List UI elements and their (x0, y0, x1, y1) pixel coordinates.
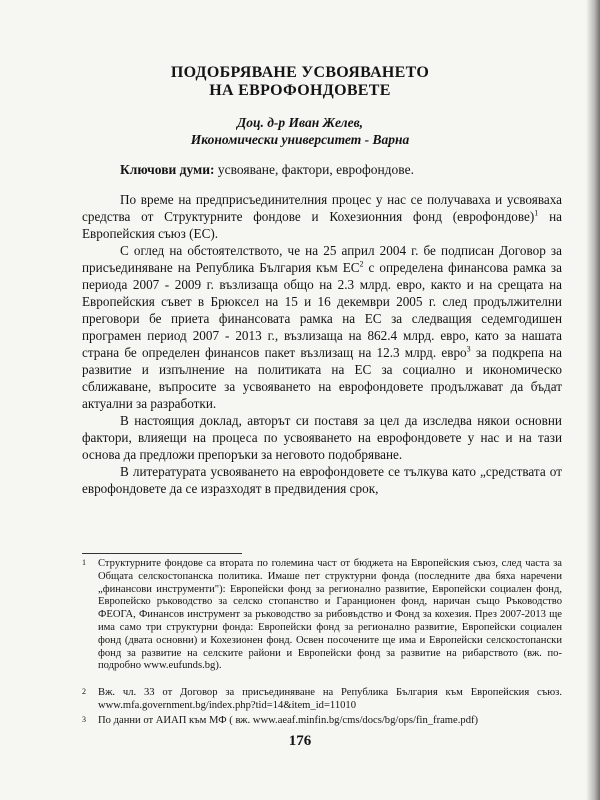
footnote-2-number: 2 (82, 687, 86, 696)
article-title-line-2: НА ЕВРОФОНДОВЕТЕ (209, 82, 391, 99)
footnote-ref-2: 2 (359, 259, 364, 269)
footnote-1-number: 1 (82, 558, 86, 567)
keywords-line (120, 161, 560, 178)
keywords-text: усвояване, фактори, еврофондове. (214, 162, 414, 177)
paragraph-2 (82, 242, 562, 412)
author-affiliation: Икономически университет - Варна (190, 132, 410, 147)
paragraph-2-text-end: за подкрепа на развитие и изпълнение на политиката на ЕС за социално и икономическо сближаване, въпросите за усвояването на еврофондовете продължават да бъдат актуални за разработки. (82, 345, 562, 411)
paragraph-4: В литературата усвояването на еврофондовете се тълкува като „средствата от еврофондовете да се изразходят в предвидения срок, (82, 464, 562, 496)
footnote-separator (82, 553, 242, 554)
keywords-label: Ключови думи: (120, 162, 215, 177)
footnote-3 (82, 715, 562, 728)
footnote-3-number: 3 (82, 715, 86, 724)
paragraph-1-text-end: на Европейския съюз (ЕС). (82, 209, 562, 241)
article-title-line-1: ПОДОБРЯВАНЕ УСВОЯВАНЕТО (170, 64, 430, 81)
paragraph-1 (82, 191, 562, 242)
article-body (82, 191, 562, 497)
paragraph-1-text: По време на предприсъединителния процес у нас се получаваха и усвояваха средства от Структурните фондове и Кохезионния фонд (еврофондове) (82, 192, 562, 224)
footnotes (82, 558, 562, 728)
footnote-1 (82, 558, 562, 687)
page-number: 176 (288, 733, 312, 749)
author-name: Доц. д-р Иван Желев, (237, 115, 363, 130)
footnote-2 (82, 687, 562, 715)
paragraph-2-text-mid: с определена финансова рамка за периода 2007 - 2009 г. възлизаща общо на 2.3 млрд. евро, както и на срещата на Европейския съвет в Брюксел на 15 и 16 декември 2005 г. след продължителни преговори бе приета финансовата рамка на ЕС за следващия седемгодишен програмен период 2007 - 2013 г., възлизаща на 862.4 млрд. евро, като за нашата страна бе определен финансов пакет възлизащ на 12.3 млрд. евро (82, 260, 562, 360)
footnote-ref-1: 1 (534, 208, 539, 218)
paragraph-3: В настоящия доклад, авторът си поставя за цел да изследва някои основни фактори, влияещи на процеса по усвояването на еврофондовете у нас и на тази основа да предложи препоръки за неговото подобряване. (82, 413, 562, 462)
footnote-2-text: Вж. чл. 33 от Договор за присъединяване на Република България към Европейския съюз. www.mfa.government.bg/index.php?tid=14&item_id=11010 (98, 687, 562, 711)
footnote-3-text: По данни от АИАП към МФ ( вж. www.aeaf.minfin.bg/cms/docs/bg/ops/fin_frame.pdf) (98, 715, 479, 726)
paragraph-2-text: С оглед на обстоятелството, че на 25 април 2004 г. бе подписан Договор за присъединяване на Република България към ЕС (82, 243, 562, 275)
footnote-ref-3: 3 (466, 344, 471, 354)
footnote-1-text: Структурните фондове са втората по големина част от бюджета на Европейския съюз, след часта за Общата селскостопанска политика. Имаше пет структурни фонда (последните два бяха наречени „финансови инструменти"): Европейски фонд за регионално развитие, Европейски социален фонд, Европейско ръководство за селско стопанство и Гаранционен фонд, наричан също Ръководство ФЕОГА, Финансов инструмент за ръководство за рибовъдство и Фонд за кохезия. През 2007-2013 ще има само три структурни фонда: Европейски фонд за регионално развитие, Европейски социален фонд (двата основни) и Кохезионен фонд. Освен посочените ще има и Европейски селскостопански фонд за развитие на селските райони и Европейски фонд за развитие на рибарството (вж. по-подробно www.eufunds.bg). (98, 558, 562, 672)
